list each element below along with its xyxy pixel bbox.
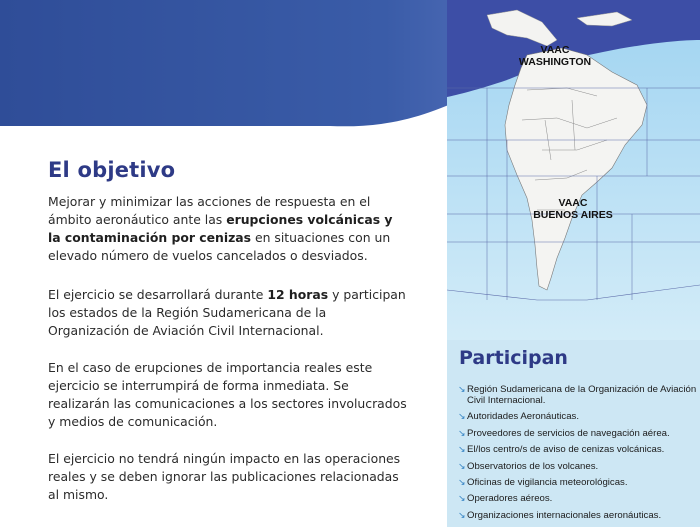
vaac-ba-line1: VAAC: [558, 197, 588, 209]
arrow-icon: ↘: [458, 493, 466, 504]
p2-text-bold: 12 horas: [267, 287, 329, 302]
list-item-text: Región Sudamericana de la Organización de Aviación Civil Internacional.: [467, 384, 697, 406]
arrow-icon: ↘: [458, 384, 466, 394]
vaac-washington-line2: WASHINGTON: [518, 56, 592, 68]
arrow-icon: ↘: [458, 460, 466, 471]
vaac-buenos-aires-label: [527, 197, 619, 221]
list-item: [458, 493, 698, 504]
p2-text-c: y participan los estados de la Región Sudamericana de la Organización de Aviación Civil Internacional.: [48, 287, 406, 338]
participants-list: [458, 384, 698, 526]
p1-text-a: Mejorar y minimizar las acciones de respuesta en el ámbito aeronáutico ante las: [48, 194, 371, 227]
arrow-icon: ↘: [458, 509, 466, 520]
list-item-text: Operadores aéreos.: [467, 493, 553, 505]
list-item-text: El/los centro/s de aviso de cenizas volcánicas.: [467, 444, 665, 456]
list-item: [458, 428, 698, 439]
list-item-text: Observatorios de los volcanes.: [467, 460, 599, 472]
list-item: [458, 411, 698, 422]
list-item: [458, 384, 698, 406]
vaac-region-map: [447, 0, 700, 340]
vaac-ba-line2: BUENOS AIRES: [533, 209, 613, 221]
objective-paragraph-1: [48, 193, 408, 265]
list-item: [458, 477, 698, 488]
objective-paragraph-2: [48, 286, 408, 340]
p1-text-bold: erupciones volcánicas y la contaminación por cenizas: [48, 212, 393, 245]
vaac-washington-line1: VAAC: [540, 44, 570, 56]
arrow-icon: ↘: [458, 444, 466, 455]
arrow-icon: ↘: [458, 476, 466, 487]
objective-paragraph-4: El ejercicio no tendrá ningún impacto en las operaciones reales y se deben ignorar las publicaciones relacionadas al mismo.: [48, 451, 401, 502]
list-item: [458, 461, 698, 472]
section-title-objetivo: El objetivo: [48, 158, 176, 182]
section-title-participan: Participan: [459, 347, 568, 369]
objective-paragraph-3: En el caso de erupciones de importancia reales este ejercicio se interrumpirá de forma inmediata. Se realizarán las comunicaciones a los sectores involucrados y medios de comunicación.: [48, 360, 407, 429]
list-item: [458, 444, 698, 455]
arrow-icon: ↘: [458, 411, 466, 422]
list-item-text: Proveedores de servicios de navegación aérea.: [467, 427, 670, 439]
list-item-text: Organizaciones internacionales aeronáuticas.: [467, 509, 662, 521]
list-item-text: Oficinas de vigilancia meteorológicas.: [467, 476, 628, 488]
arrow-icon: ↘: [458, 427, 466, 438]
p1-text-c: en situaciones con un elevado número de vuelos cancelados o desviados.: [48, 230, 391, 263]
list-item: [458, 510, 698, 521]
participan-panel: [447, 340, 700, 527]
p2-text-a: El ejercicio se desarrollará durante: [48, 287, 268, 302]
list-item-text: Autoridades Aeronáuticas.: [467, 411, 580, 423]
vaac-washington-label: [509, 44, 601, 68]
